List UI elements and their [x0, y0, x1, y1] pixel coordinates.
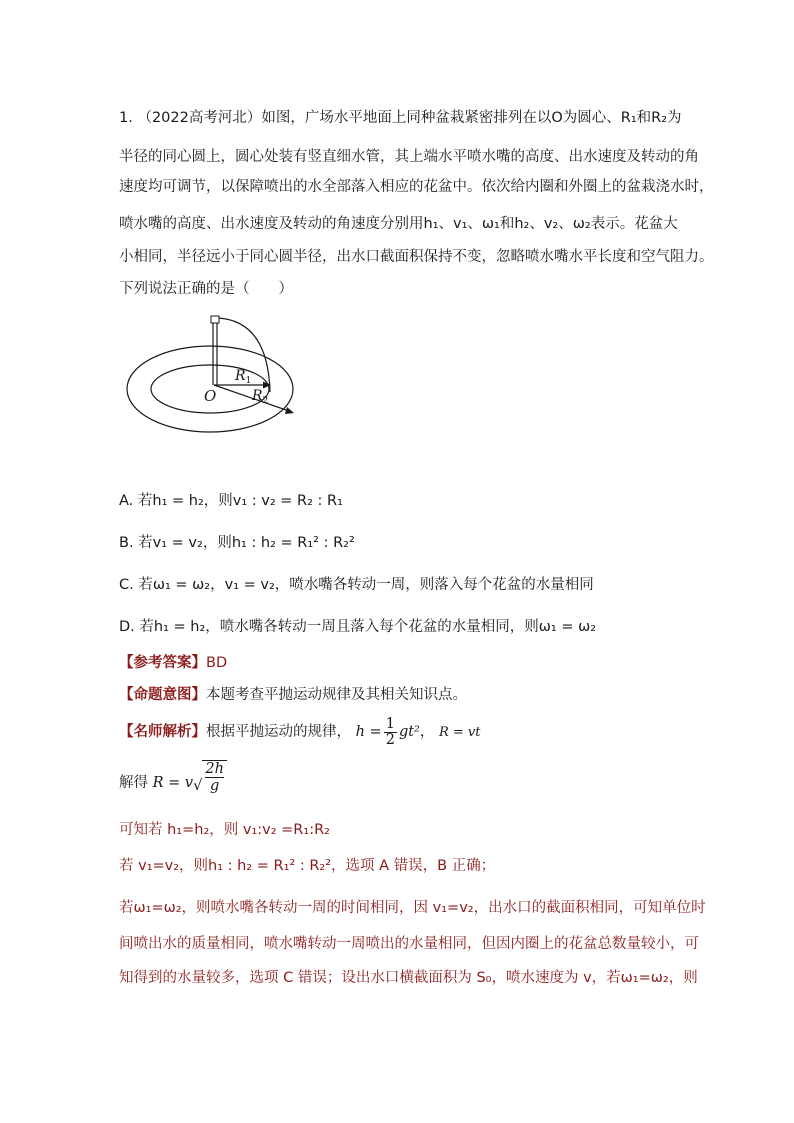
r2-label: $R_2$ [252, 388, 269, 406]
solve-prefix: 解得 [119, 775, 148, 791]
intent-text: 本题考查平抛运动规律及其相关知识点。 [206, 687, 467, 703]
sqrt-numerator: 2h [205, 761, 224, 777]
analysis-conclusion-5: 知得到的水量较多，选项 C 错误；设出水口横截面积为 S₀，喷水速度为 v，若ω₁=ω₂，则 [119, 970, 698, 986]
answer-label: 【参考答案】 [119, 655, 206, 671]
formula-h-prefix: h = [355, 724, 382, 740]
fountain-diagram [118, 312, 303, 438]
formula-h-suffix: gt² [398, 724, 420, 740]
radius-r2-arrowhead [285, 407, 294, 414]
solve-line [119, 760, 227, 800]
analysis-conclusion-1: 可知若 h₁=h₂，则 v₁:v₂ =R₁:R₂ [119, 822, 330, 838]
analysis-conclusion-4: 间喷出水的质量相同，喷水嘴转动一周喷出的水量相同，但因内圈上的花盆总数量较小，可 [119, 936, 699, 952]
analysis-conclusion-2: 若 v₁=v₂，则h₁ : h₂ = R₁² : R₂²，选项 A 错误，B 正确； [119, 858, 496, 874]
r1-label: $R_1$ [235, 368, 252, 386]
sqrt-expression: √ $\frac{2h}{g}$ [193, 760, 227, 806]
frac-numerator: 1 [385, 715, 395, 732]
option-d: D. 若h₁ = h₂，喷水嘴各转动一周且落入每个花盆的水量相同，则ω₁ = ω₂ [119, 619, 597, 635]
solve-r: R = v [152, 775, 194, 791]
question-line-6: 下列说法正确的是（ ） [119, 281, 293, 297]
question-line-3: 速度均可调节，以保障喷出的水全部落入相应的花盆中。依次给内圈和外圈上的盆栽浇水时， [119, 179, 714, 195]
sqrt-radicand [202, 760, 227, 794]
question-line-2: 半径的同心圆上，圆心处装有竖直细水管，其上端水平喷水嘴的高度、出水速度及转动的角 [119, 149, 699, 165]
question-line-1: 1. （2022高考河北）如图，广场水平地面上同种盆栽紧密排列在以O为圆心、R₁和R₂为 [119, 110, 682, 126]
formula-r-eq: R = vt [438, 725, 481, 740]
analysis-conclusion-3: 若ω₁=ω₂，则喷水嘴各转动一周的时间相同，因 v₁=v₂，出水口的截面积相同，可知单位时 [119, 900, 706, 916]
question-line-5: 小相同，半径远小于同心圆半径，出水口截面积保持不变，忽略喷水嘴水平长度和空气阻力。 [119, 249, 714, 265]
analysis-text: 根据平抛运动的规律， [206, 724, 351, 740]
option-c: C. 若ω₁ = ω₂，v₁ = v₂，喷水嘴各转动一周，则落入每个花盆的水量相同 [119, 577, 594, 593]
intent-line [119, 685, 467, 705]
option-a: A. 若h₁ = h₂，则v₁ : v₂ = R₂ : R₁ [119, 493, 343, 509]
analysis-line: 【名师解析】根据平抛运动的规律， h = $\frac{1}{2}$ gt²， R = vt [119, 715, 481, 748]
answer-value: BD [206, 655, 228, 671]
analysis-label: 【名师解析】 [119, 724, 206, 740]
formula-half [384, 717, 397, 748]
question-line-4: 喷水嘴的高度、出水速度及转动的角速度分别用h₁、v₁、ω₁和h₂、v₂、ω₂表示。花盆大 [119, 216, 678, 232]
option-b: B. 若v₁ = v₂，则h₁ : h₂ = R₁² : R₂² [119, 535, 355, 551]
frac-denominator: 2 [385, 731, 395, 748]
answer-line [119, 653, 227, 673]
sqrt-denominator: g [209, 778, 220, 794]
origin-label: O [204, 387, 217, 405]
nozzle [211, 316, 219, 323]
intent-label: 【命题意图】 [119, 687, 206, 703]
